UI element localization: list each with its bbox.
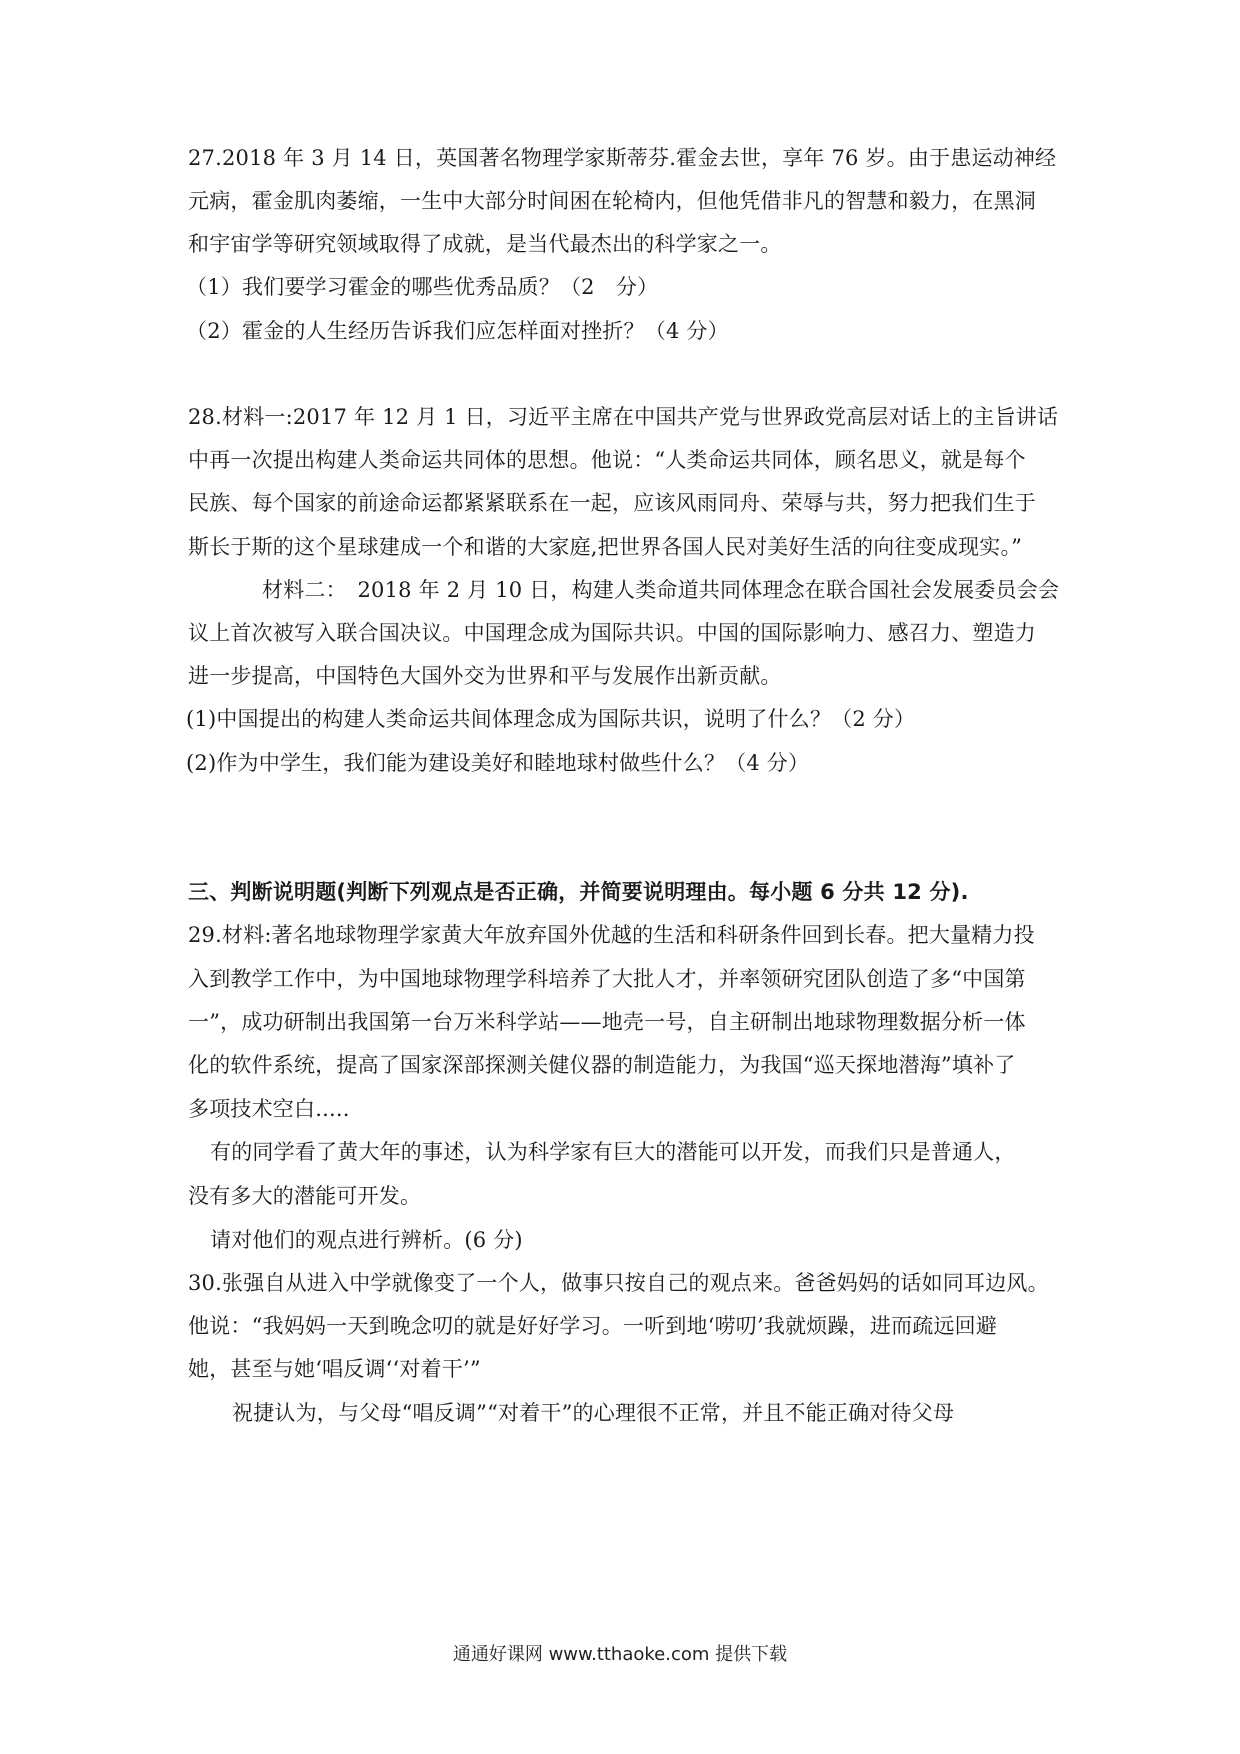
q29-line-2: 入到教学工作中，为中国地球物理学科培养了大批人才，并率领研究团队创造了多“中国第 [188,967,1026,991]
q30-line-3: 她，甚至与她‘唱反调‘‘对着干’” [188,1357,481,1381]
q28-line-2: 中再一次提出构建人类命运共同体的思想。他说：“人类命运共同体，顾名思义，就是每个 [188,448,1026,472]
q30-line-4: 祝捷认为，与父母“唱反调”“对着干”的心理很不正常，并且不能正确对待父母 [232,1401,955,1425]
q28-line-7: 进一步提高，中国特色大国外交为世界和平与发展作出新贡献。 [188,664,782,688]
page-footer: 通通好课网 www.tthaoke.com 提供下载 [452,1644,788,1665]
q28-line-3: 民族、每个国家的前途命运都紧紧联系在一起，应该风雨同舟、荣辱与共，努力把我们生于 [188,491,1036,515]
q29-line-3: 一”，成功研制出我国第一台万米科学站——地壳一号，自主研制出地球物理数据分析一体 [188,1010,1026,1034]
q30-line-2: 他说：“我妈妈一天到晚念叨的就是好好学习。一听到地‘唠叨’我就烦躁，进而疏远回避 [188,1314,998,1338]
q29-line-1: 29.材料:著名地球物理学家黄大年放弃国外优越的生活和科研条件回到长春。把大量精力投 [188,923,1035,947]
q30-line-1: 30.张强自从进入中学就像变了一个人，做事只按自己的观点来。爸爸妈妈的话如同耳边风。 [188,1271,1049,1295]
q27-line-2: 元病，霍金肌肉萎缩，一生中大部分时间困在轮椅内，但他凭借非凡的智慧和毅力，在黑洞 [188,189,1036,213]
q28-line-1: 28.材料一:2017 年 12 月 1 日，习近平主席在中国共产党与世界政党高层对话上的主旨讲话 [188,405,1059,429]
q27-subquestion-1: （1）我们要学习霍金的哪些优秀品质？（2 分） [186,275,659,299]
q29-line-6: 有的同学看了黄大年的事述，认为科学家有巨大的潜能可以开发，而我们只是普通人， [210,1140,1016,1164]
q28-line-4: 斯长于斯的这个星球建成一个和谐的大家庭,把世界各国人民对美好生活的向往变成现实。” [188,535,1023,559]
section-3-heading: 三、判断说明题(判断下列观点是否正确，并简要说明理由。每小题 6 分共 12 分). [188,880,969,904]
q27-line-1: 27.2018 年 3 月 14 日，英国著名物理学家斯蒂芬.霍金去世，享年 76 岁。由于患运动神经 [188,146,1057,170]
q27-line-3: 和宇宙学等研究领域取得了成就，是当代最杰出的科学家之一。 [188,232,782,256]
q28-line-6: 议上首次被写入联合国决议。中国理念成为国际共识。中国的国际影响力、感召力、塑造力 [188,621,1036,645]
q29-line-5: 多项技术空白..... [188,1097,350,1121]
q29-line-4: 化的软件系统，提高了国家深部探测关健仪器的制造能力，为我国“巡天探地潜海”填补了 [188,1053,1016,1077]
q28-line-5: 材料二： 2018 年 2 月 10 日，构建人类命道共同体理念在联合国社会发展委员会会 [262,578,1060,602]
q28-subquestion-2: (2)作为中学生，我们能为建设美好和睦地球村做些什么？（4 分） [186,751,810,775]
q28-subquestion-1: (1)中国提出的构建人类命运共间体理念成为国际共识，说明了什么？（2 分） [186,707,916,731]
q29-line-7: 没有多大的潜能可开发。 [188,1184,422,1208]
q29-line-8: 请对他们的观点进行辨析。(6 分) [210,1228,523,1252]
q27-subquestion-2: （2）霍金的人生经历告诉我们应怎样面对挫折？（4 分） [186,319,729,343]
